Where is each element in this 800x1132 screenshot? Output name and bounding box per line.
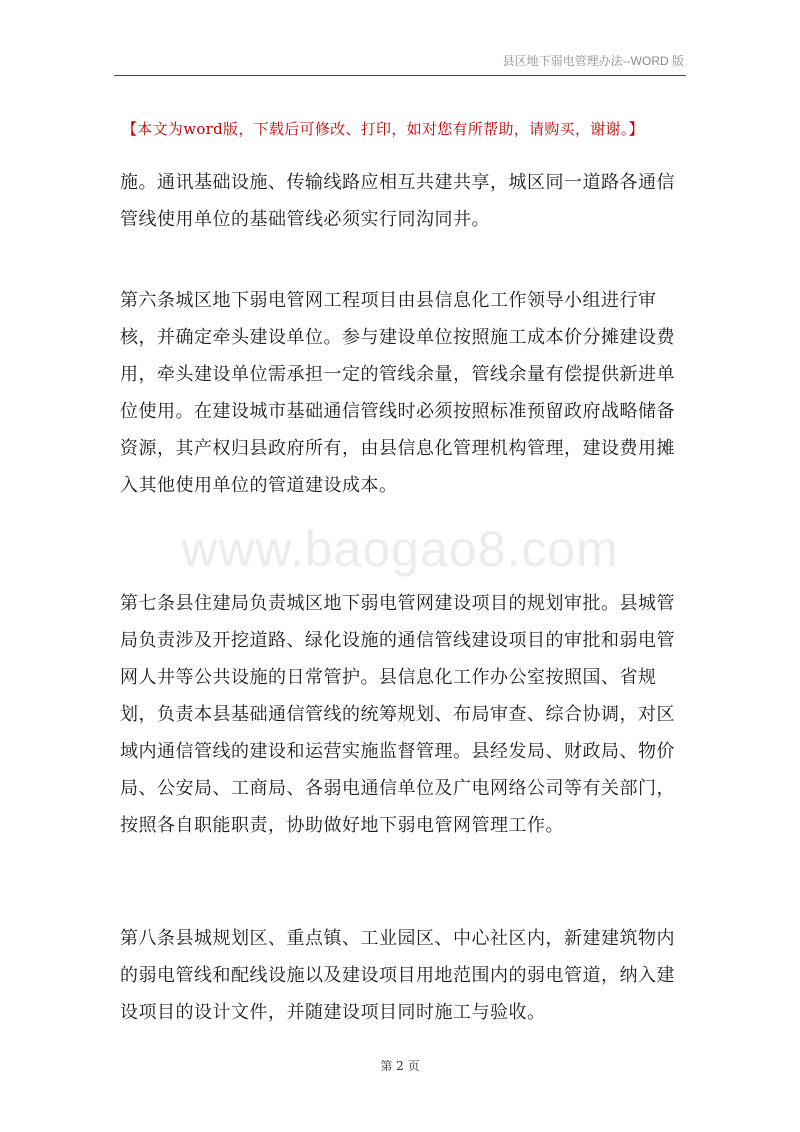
paragraph-article-8 xyxy=(120,920,686,1031)
paragraph-text: 第七条县住建局负责城区地下弱电管网建设项目的规划审批。县城管局负责涉及开挖道路、绿化设施的通信管线建设项目的审批和弱电管网人井等公共设施的日常管护。县信息化工作办公室按照国、省规划，负责本县基础通信管线的统筹规划、布局审查、综合协调，对区域内通信管线的建设和运营实施监督管理。县经发局、财政局、物价局、公安局、工商局、各弱电通信单位及广电网络公司等有关部门，按照各自职能职责，协助做好地下弱电管网管理工作。 xyxy=(120,593,675,836)
paragraph-text: 第八条县城规划区、重点镇、工业园区、中心社区内，新建建筑物内的弱电管线和配线设施以及建设项目用地范围内的弱电管道，纳入建设项目的设计文件，并随建设项目同时施工与验收。 xyxy=(120,928,675,1023)
watermark-text: www.baogao8.com xyxy=(181,521,619,577)
document-header-title: 县区地下弱电管理办法--WORD 版 xyxy=(502,54,684,68)
download-notice: 【本文为word版，下载后可修改、打印，如对您有所帮助，请购买，谢谢。】 xyxy=(122,120,644,138)
header-divider xyxy=(114,75,686,76)
paragraph-text: 施。通讯基础设施、传输线路应相互共建共享，城区同一道路各通信管线使用单位的基础管线必须实行同沟同井。 xyxy=(120,172,675,230)
page-number: 第 2 页 xyxy=(380,1059,420,1073)
paragraph-article-6 xyxy=(120,282,686,504)
paragraph-text: 第六条城区地下弱电管网工程项目由县信息化工作领导小组进行审核，并确定牵头建设单位。参与建设单位按照施工成本价分摊建设费用，牵头建设单位需承担一定的管线余量，管线余量有偿提供新进单位使用。在建设城市基础通信管线时必须按照标准预留政府战略储备资源，其产权归县政府所有，由县信息化管理机构管理，建设费用摊入其他使用单位的管道建设成本。 xyxy=(120,290,675,496)
paragraph-continuation xyxy=(120,164,686,238)
paragraph-article-7 xyxy=(120,585,686,844)
